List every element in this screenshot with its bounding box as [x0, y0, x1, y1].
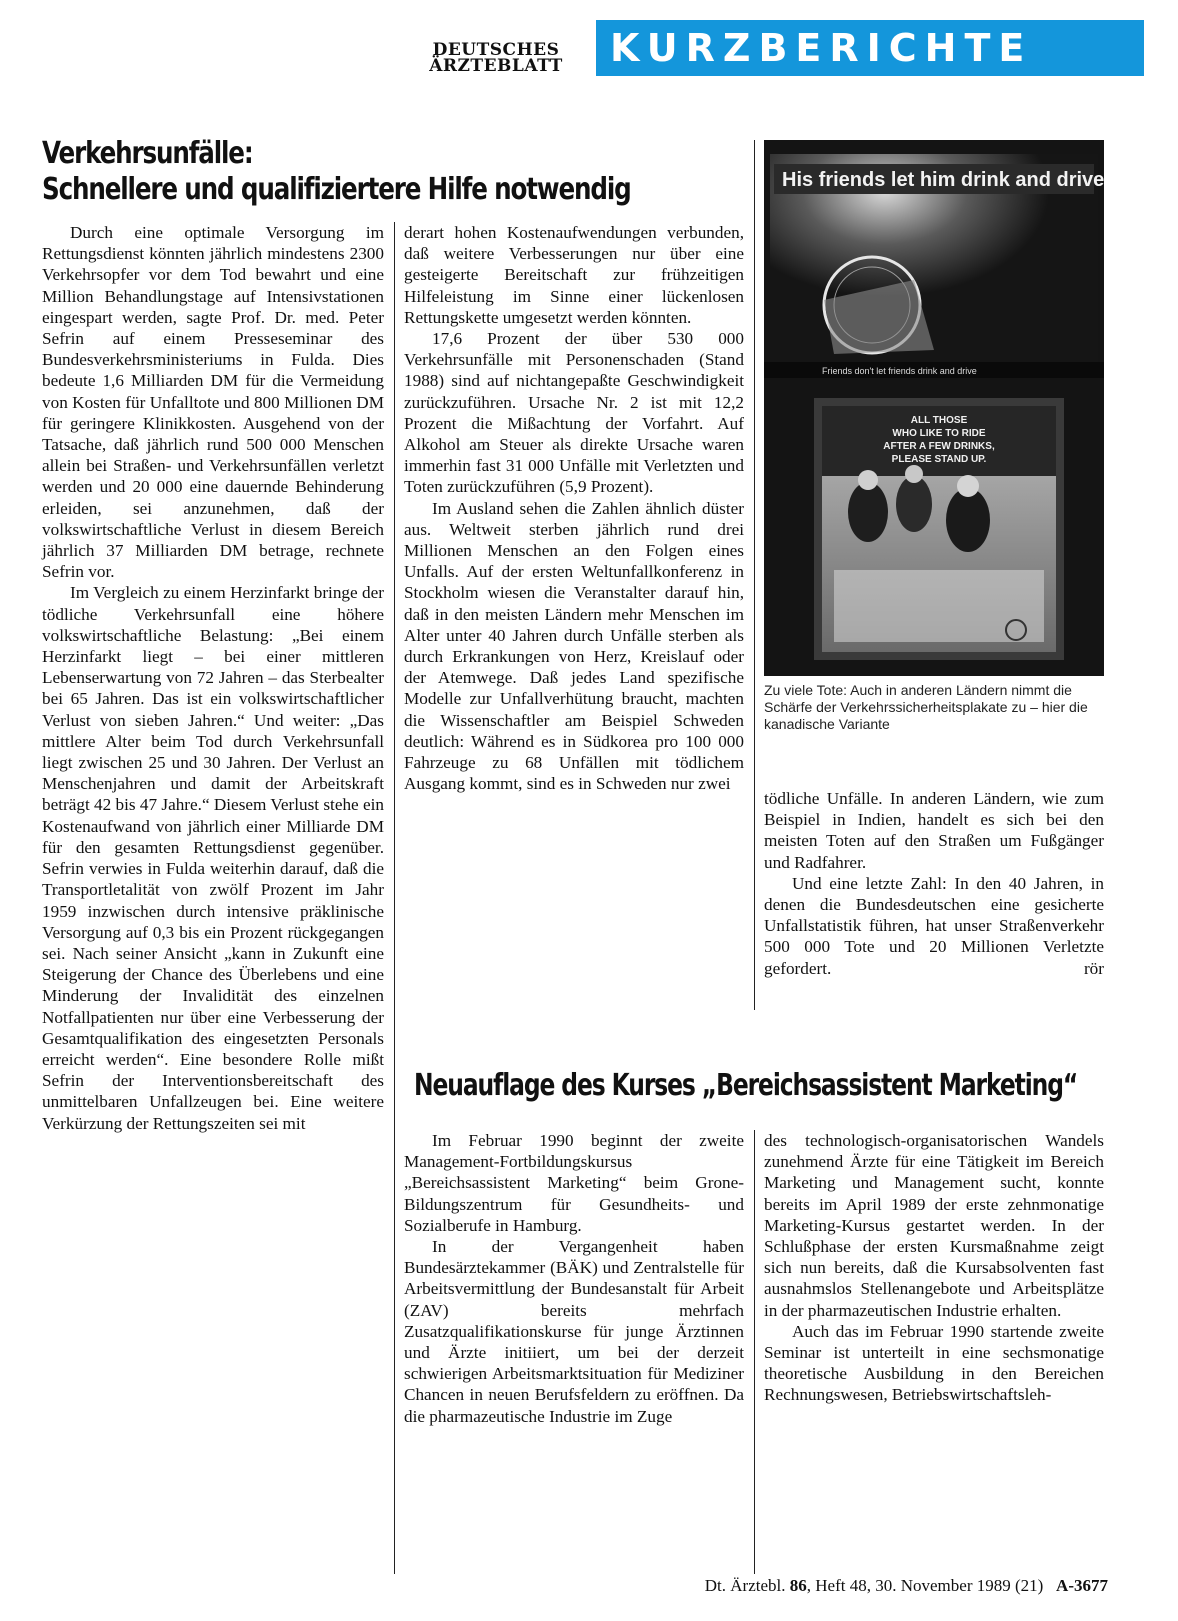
article1-column-1 [42, 222, 384, 1134]
poster-photo [764, 140, 1104, 676]
masthead-logo-line1: DEUTSCHES [432, 40, 560, 60]
paragraph: Im Februar 1990 beginnt der zweite Management-Fortbildungskursus „Bereichsassistent Marketing“ beim Grone-Bildungszentrum für Gesundheits- und Sozialberufe in Hamburg. [404, 1131, 744, 1235]
paragraph: Im Ausland sehen die Zahlen ähnlich düster aus. Weltweit sterben jährlich rund drei Millionen Menschen an den Folgen eines Unfalls. Auf der ersten Weltunfallkonferenz in Stockholm wiesen die Veranstalter darauf hin, daß in den meisten Ländern mehr Menschen im Alter unter 40 Jahren durch Unfälle sterben als durch Erkrankungen von Herz, Kreislauf oder der Atemwege. Daß jedes Land spezifische Modelle zur Unfallverhütung braucht, machten die Wissenschaftler am Beispiel Schweden deutlich: Während es in Südkorea pro 100 000 Fahrzeuge zu 68 Unfällen mit tödlichem Ausgang kommt, sind es in Schweden nur zwei [404, 498, 744, 794]
column-rule [754, 140, 755, 1010]
paragraph: 17,6 Prozent der über 530 000 Verkehrsunfälle mit Personenschaden (Stand 1988) sind auf nichtangepaßte Geschwindigkeit zurückzuführen. Ursache Nr. 2 ist mit 12,2 Prozent die Mißachtung der Vorfahrt. Auf Alkohol am Steuer als direkte Ursache waren immerhin fast 31 000 Unfälle mit Verletzten und Toten zurückzuführen (5,9 Prozent). [404, 329, 744, 497]
masthead-logo [408, 42, 584, 74]
article1-headline-line2: Schnellere und qualifiziertere Hilfe notwendig [42, 172, 631, 207]
masthead-logo-line2: ÄRZTEBLATT [429, 56, 563, 76]
page-footer [578, 1576, 1108, 1596]
poster-text-1: ALL THOSE [910, 415, 968, 426]
poster-banner-text: His friends let him drink and drive [782, 169, 1104, 191]
poster-strip-text: Friends don't let friends drink and drive [822, 366, 977, 376]
column-rule [394, 222, 395, 1574]
paragraph-text: Und eine letzte Zahl: In den 40 Jahren, in denen die Bundesdeutschen eine gesicherte Unfallstatistik führen, hat unser Straßenverkehr 500 000 Tote und 20 Millionen Verletzte gefordert. [764, 873, 1104, 978]
paragraph [764, 873, 1104, 979]
paragraph: Im Vergleich zu einem Herzinfarkt bringe der tödliche Verkehrsunfall eine höhere volkswirtschaftliche Belastung: „Bei einem Herzinfarkt liegt – bei einer mittleren Lebenserwartung von 72 Jahren – das Sterbealter bei 65 Jahren. Das ist ein volkswirtschaftlicher Verlust von sieben Jahren.“ Und weiter: „Das mittlere Alter beim Tod durch Verkehrsunfall liegt zwischen 25 und 30 Jahren. Der Verlust an Menschenjahren und damit der Arbeitskraft beträgt 42 bis 47 Jahre.“ Diesem Verlust stehe ein Kostenaufwand von jährlich einer Milliarde DM für den gesamten Rettungsdienst gegenüber. Sefrin verwies in Fulda weiterhin darauf, daß die Transportletalität von zwölf Prozent im Jahr 1959 inzwischen durch intensive präklinische Versorgung auf 0,3 bis ein Prozent rückgegangen sei. Nach seiner Ansicht „kann in Zukunft eine Steigerung der Chance des Überlebens und eine Minderung der Invalidität des einzelnen Notfallpatienten nur über eine Verbesserung der Gesamtqualifikation des eingesetzten Personals erreicht werden“. Eine besondere Rolle mißt Sefrin der Interventionsbereitschaft des unmittelbaren Unfallzeugen bei. Eine weitere Verkürzung der Rettungszeiten sei mit [42, 583, 384, 1133]
article1-column-2 [404, 222, 744, 794]
paragraph: tödliche Unfälle. In anderen Ländern, wie zum Beispiel in Indien, handelt es sich bei den meisten Toten auf den Straßen um Fußgänger und Radfahrer. [764, 789, 1104, 872]
photo-caption: Zu viele Tote: Auch in anderen Ländern nimmt die Schärfe der Verkehrssicherheitsplakate zu – hier die kanadische Variante [764, 682, 1088, 732]
paragraph: Auch das im Februar 1990 startende zweite Seminar ist unterteilt in eine sechsmonatige theoretische Ausbildung in den Bereichen Rechnungswesen, Betriebswirtschaftsleh- [764, 1321, 1104, 1405]
article1-column-3 [764, 788, 1104, 979]
footer-journal: Dt. Ärztebl. [704, 1576, 786, 1595]
footer-volume: 86 [789, 1576, 807, 1595]
poster-photo-image [764, 140, 1104, 676]
paragraph: In der Vergangenheit haben Bundesärztekammer (BÄK) und Zentralstelle für Arbeitsvermittlung der Bundesanstalt für Arbeit (ZAV) bereits mehrfach Zusatzqualifikationskurse für junge Ärztinnen und Ärzte initiiert, um bei der derzeit schwierigen Arbeitsmarktsituation für Mediziner Chancen in neuen Berufsfeldern zu eröffnen. Da die pharmazeutische Industrie im Zuge [404, 1237, 744, 1426]
paragraph: derart hohen Kostenaufwendungen verbunden, daß weitere Verbesserungen nur über eine gesteigerte Bereitschaft zur frühzeitigen Hilfeleistung im Sinne einer lückenlosen Rettungskette umgesetzt werden könnten. [404, 223, 744, 327]
poster-text-2: WHO LIKE TO RIDE [892, 428, 986, 439]
column-rule [754, 1130, 755, 1574]
article2-column-2 [764, 1130, 1104, 1406]
author-byline: rör [1083, 958, 1104, 978]
paragraph: des technologisch-organisatorischen Wandels zunehmend Ärzte für eine Tätigkeit im Bereich Marketing und Management sucht, konnte bereits im April 1989 der erste zehnmonatige Marketing-Kursus gestartet werden. In der Schlußphase der ersten Kursmaßnahme zeigt sich nun bereits, daß die Kursabsolventen fast ausnahmslos Stellenangebote und Arbeitsplätze in der pharmazeutischen Industrie erhalten. [764, 1131, 1104, 1320]
poster-text-4: PLEASE STAND UP. [891, 454, 987, 465]
article2-column-1 [404, 1130, 744, 1427]
footer-page-number: A-3677 [1056, 1576, 1108, 1595]
paragraph: Durch eine optimale Versorgung im Rettungsdienst könnten jährlich mindestens 2300 Verkehrsopfer vor dem Tod bewahrt und eine Million Behandlungstage auf Intensivstationen eingespart werden, sagte Prof. Dr. med. Peter Sefrin auf einem Presseseminar des Bundesverkehrsministeriums in Fulda. Dies bedeute 1,6 Milliarden DM für die Vermeidung von Kosten für Unfalltote und 800 Millionen DM für geringere Klinikkosten. Ausgehend von der Tatsache, daß jährlich rund 500 000 Menschen allein bei Straßen- und Verkehrsunfällen verletzt werden und 20 000 eine dauernde Behinderung erleiden, sei anzunehmen, daß der volkswirtschaftliche Verlust in diesem Bereich jährlich 37 Milliarden DM betrage, rechnete Sefrin vor. [42, 223, 384, 582]
article1-headline-line1: Verkehrsunfälle: [42, 136, 253, 171]
footer-issue-date: , Heft 48, 30. November 1989 (21) [806, 1576, 1044, 1595]
article2-headline: Neuauflage des Kurses „Bereichsassistent Marketing“ [414, 1068, 1078, 1103]
poster-text-3: AFTER A FEW DRINKS, [883, 441, 995, 452]
section-banner: KURZBERICHTE [596, 20, 1144, 76]
